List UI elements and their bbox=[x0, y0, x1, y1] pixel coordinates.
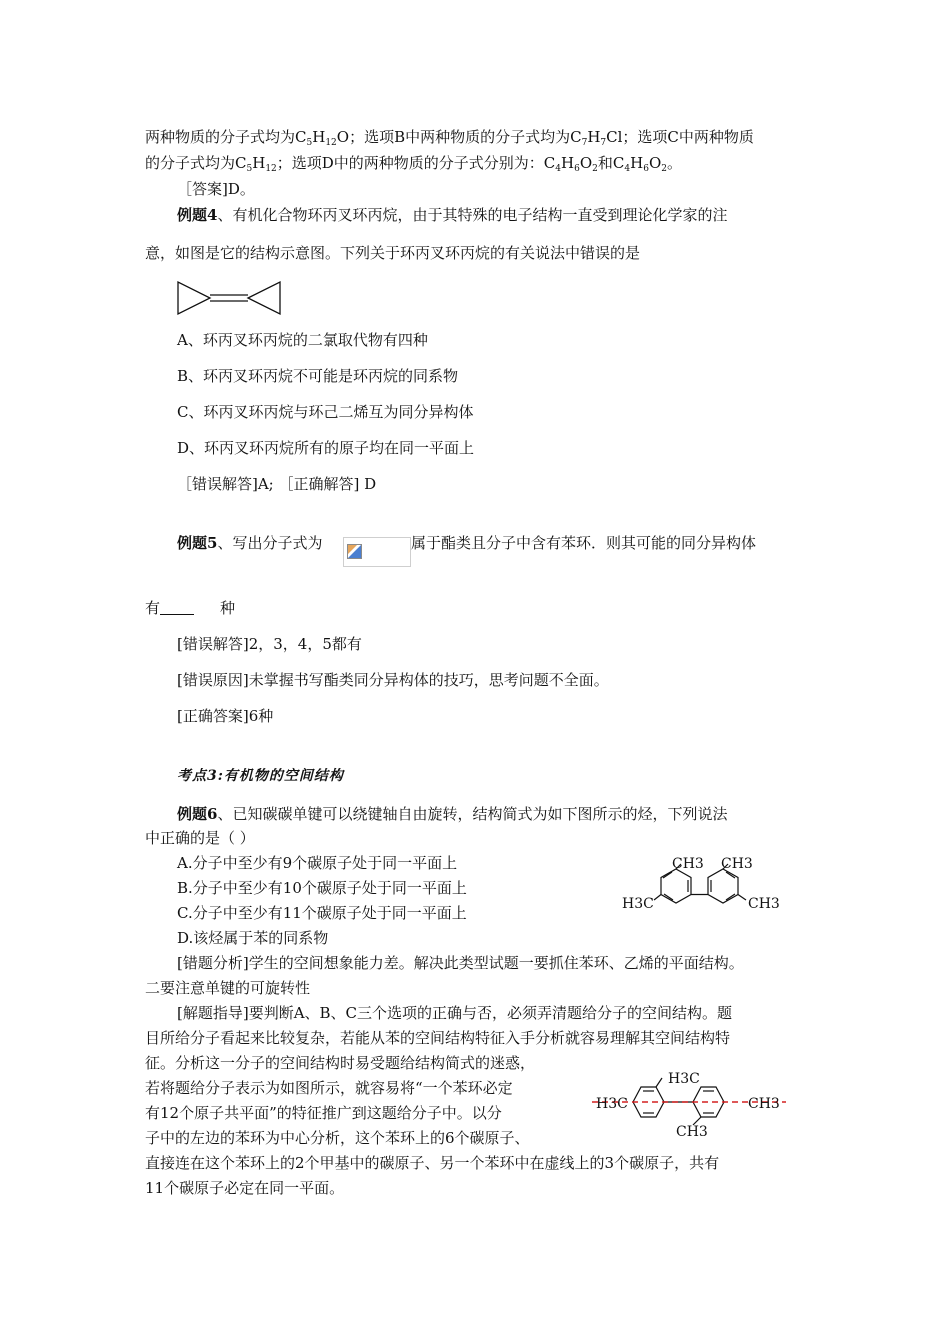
example4-line1: 例题4、有机化合物环丙叉环丙烷，由于其特殊的电子结构一直受到理论化学家的注 bbox=[177, 206, 728, 224]
example6-label: 例题6 bbox=[177, 805, 218, 823]
answer-line: ［答案]D。 bbox=[177, 180, 255, 198]
section-heading: 考点3:有机物的空间结构 bbox=[177, 768, 344, 784]
biphenyl-planar-structure bbox=[590, 1062, 790, 1146]
text-line: 两种物质的分子式均为$C_5H_{12}O$；选项B中两种物质的分子式均为$C_7H_7Cl$；选项C中两种物质 bbox=[145, 128, 754, 148]
guide-line: 有12个原子共平面”的特征推广到这题给分子中。以分 bbox=[145, 1104, 502, 1122]
guide-line: 直接连在这个苯环上的2个甲基中的碳原子、另一个苯环中在虚线上的3个碳原子，共有 bbox=[145, 1154, 720, 1172]
cyclopropylidene-structure bbox=[170, 272, 286, 322]
ch3-label: CH3 bbox=[721, 856, 753, 872]
example5-line1-post: 属于酯类且分子中含有苯环．则其可能的同分异构体 bbox=[411, 534, 757, 552]
ch3-label: CH3 bbox=[672, 856, 704, 872]
option-c: C、环丙叉环丙烷与环己二烯互为同分异构体 bbox=[177, 403, 474, 421]
guide-line: 11个碳原子必定在同一平面。 bbox=[145, 1179, 345, 1197]
guide-line: 子中的左边的苯环为中心分析，这个苯环上的6个碳原子、 bbox=[145, 1129, 530, 1147]
example5-label: 例题5 bbox=[177, 534, 218, 552]
option-a: A、环丙叉环丙烷的二氯取代物有四种 bbox=[177, 331, 428, 349]
guide-line: 目所给分子看起来比较复杂，若能从苯的空间结构特征入手分析就容易理解其空间结构特 bbox=[145, 1029, 731, 1047]
guide-line: [解题指导]要判断A、B、C三个选项的正确与否，必须弄清题给分子的空间结构。题 bbox=[177, 1004, 733, 1022]
guide-line: 征。分析这一分子的空间结构时易受题给结构简式的迷惑， bbox=[145, 1054, 536, 1072]
example5-line1-pre: 例题5、写出分子式为 bbox=[177, 534, 323, 552]
example5-correct: [正确答案]6种 bbox=[177, 707, 274, 725]
h3c-label: H3C bbox=[668, 1071, 700, 1087]
option-d: D、环丙叉环丙烷所有的原子均在同一平面上 bbox=[177, 439, 475, 457]
ex6-option-a: A.分子中至少有9个碳原子处于同一平面上 bbox=[177, 854, 458, 872]
biphenyl-structure bbox=[618, 850, 788, 920]
formula-image-placeholder bbox=[343, 537, 411, 567]
ex6-option-d: D.该烃属于苯的同系物 bbox=[177, 929, 329, 947]
ex6-option-b: B.分子中至少有10个碳原子处于同一平面上 bbox=[177, 879, 467, 897]
example6-line2: 中正确的是（ ） bbox=[145, 829, 255, 847]
example4-answer: ［错误解答]A; ［正确解答] D bbox=[177, 475, 377, 493]
ch3-label: CH3 bbox=[748, 896, 780, 912]
broken-image-icon bbox=[347, 544, 362, 559]
guide-line: 若将题给分子表示为如图所示，就容易将“一个苯环必定 bbox=[145, 1079, 513, 1097]
example4-label: 例题4 bbox=[177, 206, 218, 224]
h3c-label: H3C bbox=[622, 896, 654, 912]
option-b: B、环丙叉环丙烷不可能是环丙烷的同系物 bbox=[177, 367, 459, 385]
example6-line1: 例题6、已知碳碳单键可以绕键轴自由旋转，结构简式为如下图所示的烃，下列说法 bbox=[177, 805, 728, 823]
example5-line2: 有 种 bbox=[145, 599, 236, 617]
text-line: 的分子式均为$C_5H_{12}$；选项D中的两种物质的分子式分别为：$C_4H_6O_2$和$C_4H_6O_2$。 bbox=[145, 154, 682, 174]
example4-line2: 意，如图是它的结构示意图。下列关于环丙叉环丙烷的有关说法中错误的是 bbox=[145, 244, 641, 262]
mistake-analysis-1: [错题分析]学生的空间想象能力差。解决此类型试题一要抓住苯环、乙烯的平面结构。 bbox=[177, 954, 744, 972]
example5-wrong: [错误解答]2，3，4，5都有 bbox=[177, 635, 362, 653]
example5-reason: [错误原因]未掌握书写酯类同分异构体的技巧，思考问题不全面。 bbox=[177, 671, 609, 689]
ex6-option-c: C.分子中至少有11个碳原子处于同一平面上 bbox=[177, 904, 467, 922]
ch3-label: CH3 bbox=[676, 1124, 708, 1140]
ch3-label: CH3 bbox=[748, 1096, 780, 1112]
answer-blank bbox=[160, 598, 194, 615]
h3c-label: H3C bbox=[596, 1096, 628, 1112]
mistake-analysis-2: 二要注意单键的可旋转性 bbox=[145, 979, 311, 997]
